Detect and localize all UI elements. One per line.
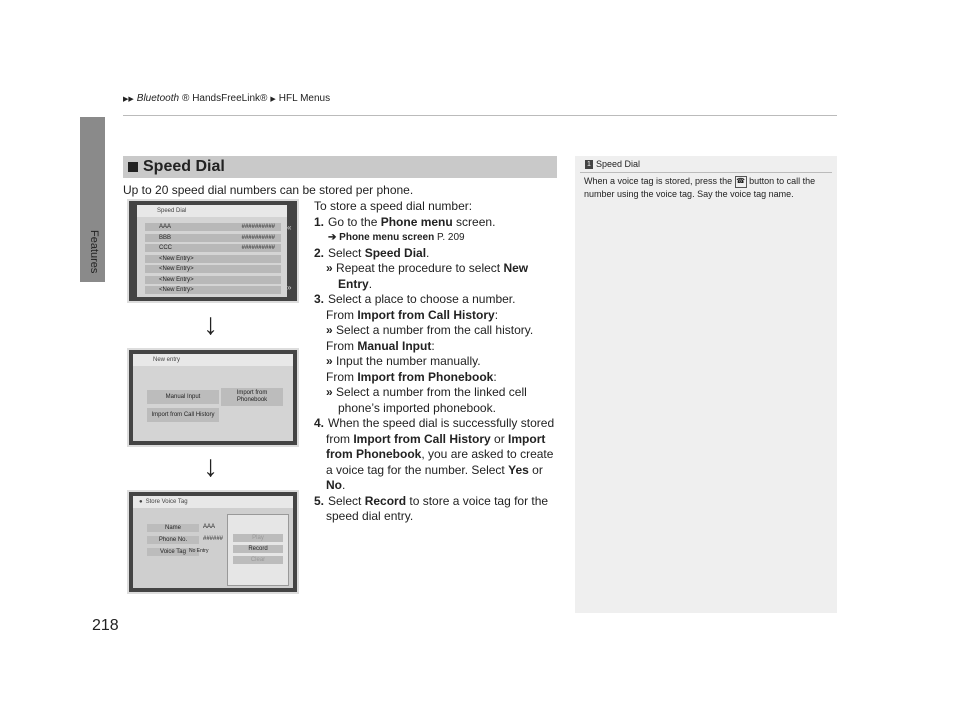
note-badge: 1 (585, 160, 593, 169)
new-entry-screen (127, 348, 299, 447)
speed-dial-row[interactable] (145, 223, 281, 231)
reference-arrow-icon: ➔ (328, 232, 340, 243)
triangle-bullet-icon: ▶▶ (123, 95, 134, 103)
manual-input-button[interactable]: Manual Input (147, 390, 219, 404)
speed-dial-row[interactable] (145, 265, 281, 273)
speed-dial-entry-number: ########## (241, 224, 275, 230)
step-2-sub-cont: Entry. (338, 276, 373, 291)
step-3-from-manual: From Manual Input: (326, 338, 435, 353)
step-3-from-phonebook: From Import from Phonebook: (326, 369, 497, 384)
speed-dial-row[interactable] (145, 255, 281, 263)
speed-dial-entry-name: AAA (159, 224, 172, 230)
screen-title: New entry (133, 354, 293, 366)
sub-arrow-icon: » (326, 385, 333, 399)
import-phonebook-button[interactable]: Import from Phonebook (221, 388, 283, 406)
step-4-l2: from Import from Call History or Import (326, 431, 546, 446)
speed-dial-row[interactable] (145, 286, 281, 294)
step-5: 5. Select Record to store a voice tag for the (314, 493, 549, 508)
step-4: 4. When the speed dial is successfully stored (314, 416, 555, 430)
breadcrumb (123, 93, 330, 104)
speed-dial-entry-name: <New Entry> (159, 287, 194, 293)
step-4-l3: from Phonebook, you are asked to create (326, 447, 554, 461)
step-3-from-history-sub: » Select a number from the call history. (326, 323, 534, 337)
speed-dial-screen (127, 199, 299, 303)
sub-arrow-icon: » (326, 261, 333, 275)
step-2: 2. Select Speed Dial. (314, 245, 430, 260)
speed-dial-entry-name: <New Entry> (159, 255, 194, 262)
store-voice-tag-screen (127, 490, 299, 594)
section-title: Speed Dial (143, 158, 225, 175)
page-number: 218 (92, 617, 119, 634)
breadcrumb-hfl: ® HandsFreeLink® (182, 93, 268, 104)
step-1-reference[interactable]: ➔ Phone menu screen P. 209 (328, 232, 465, 243)
screen-title: Speed Dial (137, 205, 287, 217)
speed-dial-row[interactable] (145, 276, 281, 284)
breadcrumb-hfl-menus: HFL Menus (278, 93, 331, 104)
step-3-from-phonebook-sub: » Select a number from the linked cell (326, 385, 527, 399)
steps (314, 199, 560, 525)
clear-button[interactable]: Clear (233, 556, 283, 564)
scroll-up-icon[interactable]: « (287, 223, 292, 232)
step-3-from-history: From Import from Call History: (326, 307, 499, 322)
header-rule (123, 115, 837, 116)
voice-icon: ● (139, 499, 143, 505)
name-label: Name (147, 524, 199, 532)
square-bullet-icon (128, 162, 138, 172)
voice-tag-value: No Entry (189, 548, 209, 554)
section-heading (123, 156, 557, 178)
talk-icon: ☎ (735, 176, 747, 188)
speed-dial-entry-number: ########## (241, 245, 275, 251)
name-value: AAA (203, 524, 216, 530)
side-label: Features (88, 230, 100, 274)
step-3-from-manual-sub: » Input the number manually. (326, 354, 481, 368)
scroll-down-icon[interactable]: » (287, 283, 292, 292)
breadcrumb-bluetooth: Bluetooth (136, 93, 180, 104)
down-arrow-icon: ↓ (203, 450, 218, 483)
phone-value: ###### (203, 536, 224, 542)
intro-text: Up to 20 speed dial numbers can be stored per phone. (123, 183, 414, 197)
note-text: When a voice tag is stored, press the ☎ button to call the number using the voice tag. Say the voice tag name. (584, 176, 816, 199)
down-arrow-icon: ↓ (203, 308, 218, 341)
speed-dial-entry-name: BBB (159, 234, 172, 241)
step-5-l2: speed dial entry. (326, 509, 414, 523)
step-1: 1. Go to the Phone menu screen. (314, 214, 496, 229)
screen-title: ● Store Voice Tag (133, 496, 293, 508)
speed-dial-entry-name: <New Entry> (159, 276, 194, 283)
note-rule (580, 172, 832, 173)
steps-lead: To store a speed dial number: (314, 199, 473, 213)
step-3-from-phonebook-sub-cont: phone’s imported phonebook. (338, 400, 496, 415)
play-button[interactable]: Play (233, 534, 283, 542)
step-2-sub: » Repeat the procedure to select New (326, 261, 529, 275)
phone-label: Phone No. (147, 536, 199, 544)
import-history-button[interactable]: Import from Call History (147, 408, 219, 422)
speed-dial-row[interactable] (145, 244, 281, 252)
note-title: 1 Speed Dial (585, 159, 640, 169)
speed-dial-entry-number: ########## (241, 234, 275, 241)
speed-dial-entry-name: <New Entry> (159, 266, 194, 272)
step-3: 3. Select a place to choose a number. (314, 292, 516, 306)
voice-tag-label: Voice Tag (147, 548, 199, 556)
sub-arrow-icon: » (326, 354, 333, 368)
note-box (575, 156, 837, 613)
speed-dial-entry-name: CCC (159, 245, 172, 251)
step-4-l4: a voice tag for the number. Select Yes or (326, 462, 543, 477)
record-button[interactable]: Record (233, 545, 283, 553)
step-4-l5: No. (326, 478, 346, 492)
speed-dial-row[interactable] (145, 234, 281, 242)
sub-arrow-icon: » (326, 323, 333, 337)
triangle-bullet-icon: ▶ (270, 95, 276, 103)
